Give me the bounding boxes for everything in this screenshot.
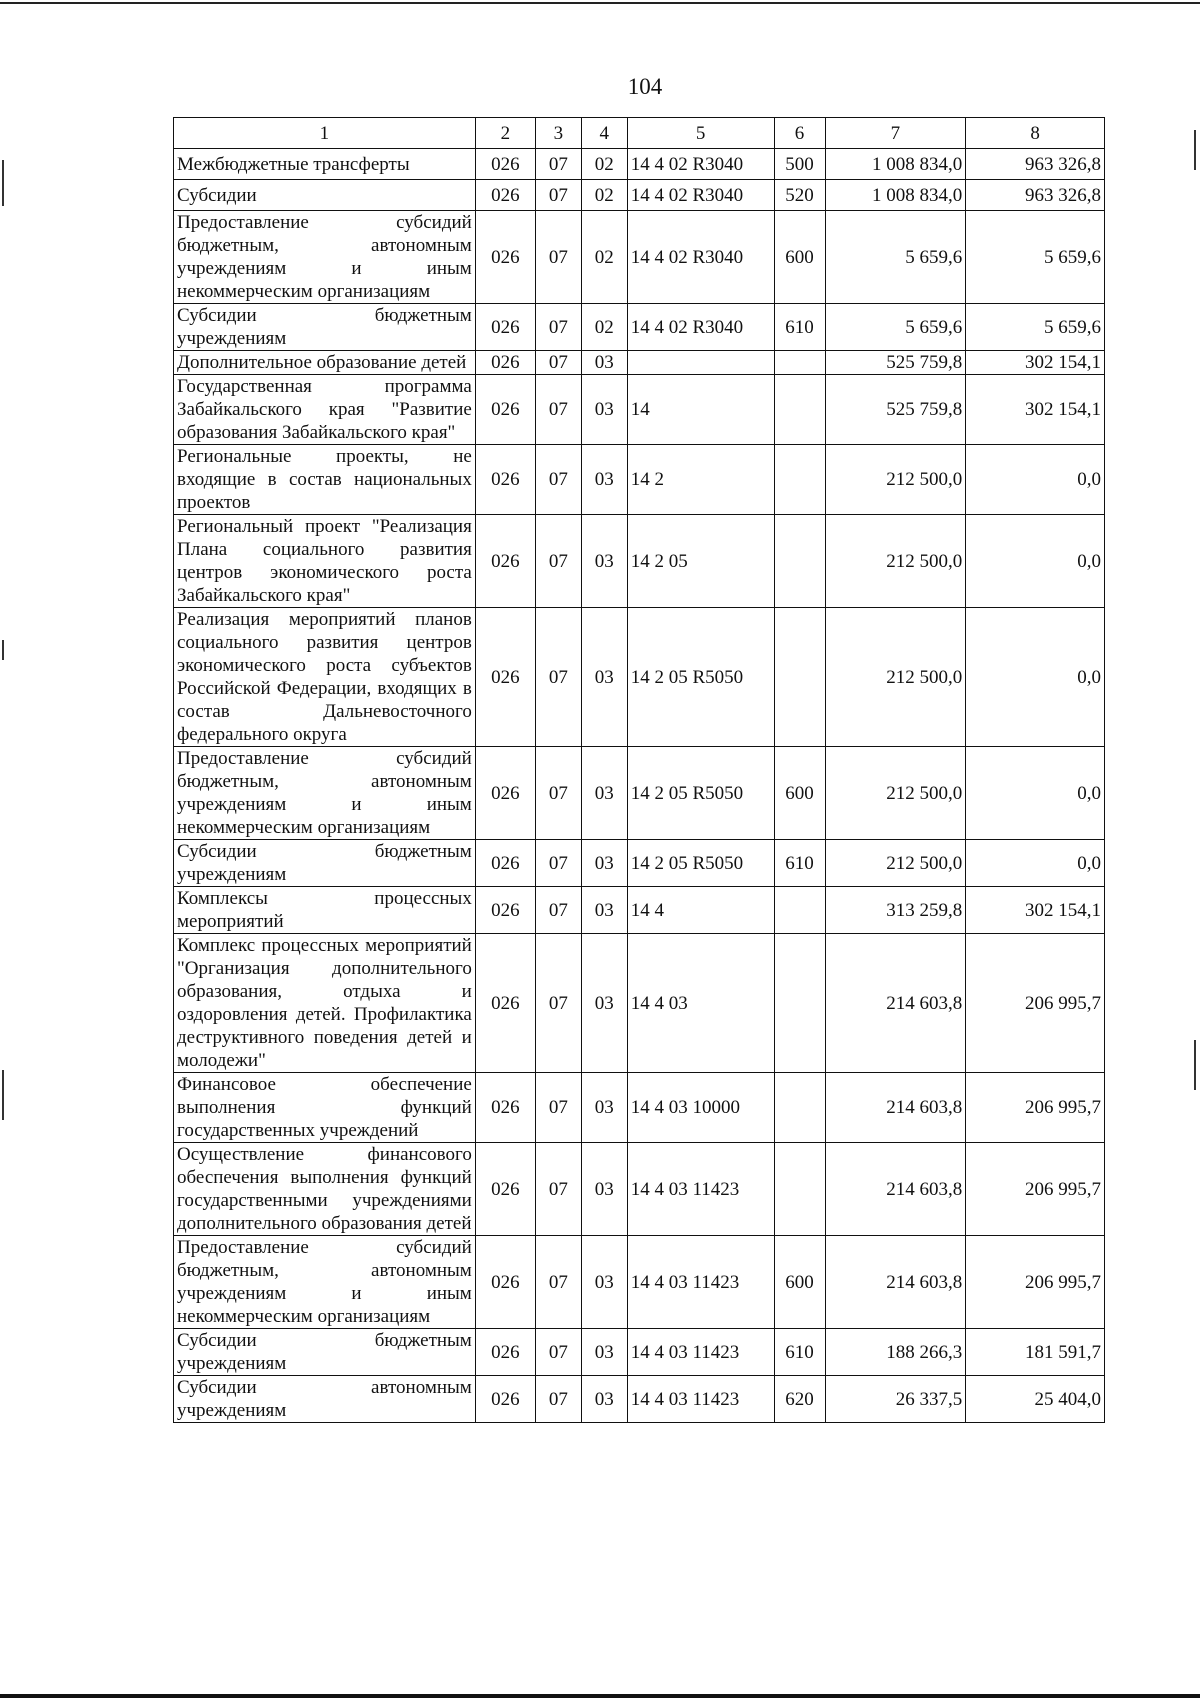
amount-first-year-cell: 212 500,0 (825, 445, 966, 515)
subsection-code-cell: 03 (581, 515, 627, 608)
row-name-cell: Осуществление финансового обеспечения выполнения функций государственными учреждениями дополнительного образования детей (174, 1143, 476, 1236)
subsection-code-cell: 03 (581, 934, 627, 1073)
section-code-cell: 07 (535, 445, 581, 515)
section-code-cell: 07 (535, 149, 581, 180)
subsection-code-cell: 03 (581, 445, 627, 515)
ved-code-cell: 026 (475, 211, 535, 304)
row-name-cell: Предоставление субсидий бюджетным, автономным учреждениям и иным некоммерческим организациям (174, 211, 476, 304)
section-code-cell: 07 (535, 304, 581, 351)
scan-mark-right-2 (1194, 1040, 1196, 1090)
row-name-cell: Субсидии бюджетным учреждениям (174, 304, 476, 351)
section-code-cell: 07 (535, 1073, 581, 1143)
expense-type-cell: 610 (774, 304, 825, 351)
expense-type-cell: 610 (774, 1329, 825, 1376)
section-code-cell: 07 (535, 375, 581, 445)
ved-code-cell: 026 (475, 180, 535, 211)
subsection-code-cell: 02 (581, 180, 627, 211)
ved-code-cell: 026 (475, 515, 535, 608)
row-name-cell: Предоставление субсидий бюджетным, автономным учреждениям и иным некоммерческим организациям (174, 747, 476, 840)
table-row (174, 180, 1105, 211)
expense-type-cell (774, 445, 825, 515)
ved-code-cell: 026 (475, 1376, 535, 1423)
subsection-code-cell: 03 (581, 840, 627, 887)
subsection-code-cell: 03 (581, 747, 627, 840)
row-name-cell: Государственная программа Забайкальского края "Развитие образования Забайкальского края" (174, 375, 476, 445)
amount-first-year-cell: 214 603,8 (825, 1143, 966, 1236)
column-header: 8 (966, 118, 1105, 149)
expense-type-cell: 520 (774, 180, 825, 211)
ved-code-cell: 026 (475, 1073, 535, 1143)
target-article-cell: 14 (627, 375, 774, 445)
ved-code-cell: 026 (475, 608, 535, 747)
row-name-cell: Комплекс процессных мероприятий "Организация дополнительного образования, отдыха и оздоровления детей. Профилактика деструктивного поведения детей и молодежи" (174, 934, 476, 1073)
row-name-cell: Комплексы процессных мероприятий (174, 887, 476, 934)
target-article-cell (627, 351, 774, 375)
amount-first-year-cell: 313 259,8 (825, 887, 966, 934)
scan-mark-left-1 (2, 160, 4, 206)
ved-code-cell: 026 (475, 1329, 535, 1376)
target-article-cell: 14 2 (627, 445, 774, 515)
expense-type-cell: 620 (774, 1376, 825, 1423)
amount-second-year-cell: 963 326,8 (966, 149, 1105, 180)
subsection-code-cell: 02 (581, 211, 627, 304)
section-code-cell: 07 (535, 180, 581, 211)
amount-second-year-cell: 5 659,6 (966, 304, 1105, 351)
target-article-cell: 14 4 03 10000 (627, 1073, 774, 1143)
table-row (174, 1143, 1105, 1236)
table-row (174, 351, 1105, 375)
section-code-cell: 07 (535, 211, 581, 304)
amount-first-year-cell: 1 008 834,0 (825, 180, 966, 211)
table-row (174, 887, 1105, 934)
ved-code-cell: 026 (475, 840, 535, 887)
amount-second-year-cell: 0,0 (966, 747, 1105, 840)
table-row (174, 608, 1105, 747)
scan-mark-right-1 (1194, 130, 1196, 170)
amount-second-year-cell: 302 154,1 (966, 351, 1105, 375)
table-row (174, 515, 1105, 608)
target-article-cell: 14 4 03 11423 (627, 1236, 774, 1329)
subsection-code-cell: 03 (581, 1073, 627, 1143)
target-article-cell: 14 2 05 R5050 (627, 608, 774, 747)
ved-code-cell: 026 (475, 375, 535, 445)
ved-code-cell: 026 (475, 149, 535, 180)
table-row (174, 445, 1105, 515)
table-row (174, 375, 1105, 445)
expense-type-cell (774, 375, 825, 445)
amount-second-year-cell: 0,0 (966, 445, 1105, 515)
expense-type-cell: 500 (774, 149, 825, 180)
section-code-cell: 07 (535, 887, 581, 934)
target-article-cell: 14 4 03 (627, 934, 774, 1073)
section-code-cell: 07 (535, 747, 581, 840)
subsection-code-cell: 03 (581, 1329, 627, 1376)
expense-type-cell (774, 1143, 825, 1236)
target-article-cell: 14 4 02 R3040 (627, 211, 774, 304)
ved-code-cell: 026 (475, 1143, 535, 1236)
amount-first-year-cell: 212 500,0 (825, 840, 966, 887)
target-article-cell: 14 4 03 11423 (627, 1329, 774, 1376)
table-row (174, 747, 1105, 840)
subsection-code-cell: 02 (581, 304, 627, 351)
target-article-cell: 14 4 02 R3040 (627, 149, 774, 180)
amount-first-year-cell: 5 659,6 (825, 304, 966, 351)
ved-code-cell: 026 (475, 1236, 535, 1329)
expense-type-cell (774, 515, 825, 608)
amount-first-year-cell: 26 337,5 (825, 1376, 966, 1423)
ved-code-cell: 026 (475, 304, 535, 351)
column-header: 2 (475, 118, 535, 149)
ved-code-cell: 026 (475, 747, 535, 840)
table-row (174, 1073, 1105, 1143)
subsection-code-cell: 03 (581, 1143, 627, 1236)
table-row (174, 1376, 1105, 1423)
column-header: 1 (174, 118, 476, 149)
subsection-code-cell: 02 (581, 149, 627, 180)
target-article-cell: 14 2 05 R5050 (627, 840, 774, 887)
amount-second-year-cell: 206 995,7 (966, 1073, 1105, 1143)
table-row (174, 211, 1105, 304)
amount-second-year-cell: 206 995,7 (966, 934, 1105, 1073)
table-header-row (174, 118, 1105, 149)
section-code-cell: 07 (535, 934, 581, 1073)
row-name-cell: Субсидии бюджетным учреждениям (174, 1329, 476, 1376)
expense-type-cell (774, 608, 825, 747)
row-name-cell: Субсидии бюджетным учреждениям (174, 840, 476, 887)
row-name-cell: Дополнительное образование детей (174, 351, 476, 375)
row-name-cell: Предоставление субсидий бюджетным, автономным учреждениям и иным некоммерческим организациям (174, 1236, 476, 1329)
subsection-code-cell: 03 (581, 375, 627, 445)
amount-first-year-cell: 214 603,8 (825, 1236, 966, 1329)
table-row (174, 1236, 1105, 1329)
amount-second-year-cell: 302 154,1 (966, 375, 1105, 445)
page-number: 104 (627, 74, 663, 99)
subsection-code-cell: 03 (581, 1236, 627, 1329)
row-name-cell: Реализация мероприятий планов социального развития центров экономического роста субъектов Российской Федерации, входящих в состав Дальневосточного федерального округа (174, 608, 476, 747)
table-row (174, 304, 1105, 351)
ved-code-cell: 026 (475, 351, 535, 375)
subsection-code-cell: 03 (581, 1376, 627, 1423)
section-code-cell: 07 (535, 515, 581, 608)
amount-first-year-cell: 214 603,8 (825, 934, 966, 1073)
ved-code-cell: 026 (475, 445, 535, 515)
amount-second-year-cell: 0,0 (966, 840, 1105, 887)
target-article-cell: 14 4 03 11423 (627, 1376, 774, 1423)
column-header: 7 (825, 118, 966, 149)
amount-first-year-cell: 212 500,0 (825, 608, 966, 747)
column-header: 5 (627, 118, 774, 149)
expense-type-cell: 600 (774, 747, 825, 840)
expense-type-cell (774, 1073, 825, 1143)
expense-type-cell (774, 351, 825, 375)
amount-second-year-cell: 181 591,7 (966, 1329, 1105, 1376)
amount-second-year-cell: 0,0 (966, 608, 1105, 747)
section-code-cell: 07 (535, 840, 581, 887)
row-name-cell: Региональные проекты, не входящие в состав национальных проектов (174, 445, 476, 515)
scan-mark-left-3 (2, 1070, 4, 1120)
table-row (174, 840, 1105, 887)
row-name-cell: Межбюджетные трансферты (174, 149, 476, 180)
column-header: 3 (535, 118, 581, 149)
amount-first-year-cell: 214 603,8 (825, 1073, 966, 1143)
section-code-cell: 07 (535, 1329, 581, 1376)
amount-first-year-cell: 1 008 834,0 (825, 149, 966, 180)
row-name-cell: Финансовое обеспечение выполнения функций государственных учреждений (174, 1073, 476, 1143)
target-article-cell: 14 4 02 R3040 (627, 180, 774, 211)
target-article-cell: 14 2 05 (627, 515, 774, 608)
scan-border-top (0, 2, 1200, 4)
ved-code-cell: 026 (475, 934, 535, 1073)
scan-border-bottom (0, 1694, 1200, 1698)
amount-first-year-cell: 525 759,8 (825, 351, 966, 375)
row-name-cell: Субсидии автономным учреждениям (174, 1376, 476, 1423)
amount-first-year-cell: 212 500,0 (825, 747, 966, 840)
table-body (174, 149, 1105, 1423)
expense-type-cell (774, 934, 825, 1073)
target-article-cell: 14 4 03 11423 (627, 1143, 774, 1236)
row-name-cell: Региональный проект "Реализация Плана социального развития центров экономического роста Забайкальского края" (174, 515, 476, 608)
expense-type-cell: 600 (774, 211, 825, 304)
amount-second-year-cell: 963 326,8 (966, 180, 1105, 211)
section-code-cell: 07 (535, 1236, 581, 1329)
amount-second-year-cell: 5 659,6 (966, 211, 1105, 304)
amount-second-year-cell: 206 995,7 (966, 1143, 1105, 1236)
budget-table (173, 117, 1105, 1423)
amount-second-year-cell: 206 995,7 (966, 1236, 1105, 1329)
ved-code-cell: 026 (475, 887, 535, 934)
expense-type-cell (774, 887, 825, 934)
subsection-code-cell: 03 (581, 887, 627, 934)
amount-second-year-cell: 302 154,1 (966, 887, 1105, 934)
scan-mark-left-2 (2, 640, 4, 660)
column-header: 6 (774, 118, 825, 149)
amount-first-year-cell: 212 500,0 (825, 515, 966, 608)
target-article-cell: 14 2 05 R5050 (627, 747, 774, 840)
section-code-cell: 07 (535, 351, 581, 375)
section-code-cell: 07 (535, 1143, 581, 1236)
section-code-cell: 07 (535, 608, 581, 747)
amount-second-year-cell: 0,0 (966, 515, 1105, 608)
target-article-cell: 14 4 02 R3040 (627, 304, 774, 351)
table-row (174, 934, 1105, 1073)
amount-first-year-cell: 5 659,6 (825, 211, 966, 304)
section-code-cell: 07 (535, 1376, 581, 1423)
expense-type-cell: 610 (774, 840, 825, 887)
row-name-cell: Субсидии (174, 180, 476, 211)
subsection-code-cell: 03 (581, 608, 627, 747)
target-article-cell: 14 4 (627, 887, 774, 934)
expense-type-cell: 600 (774, 1236, 825, 1329)
table-row (174, 1329, 1105, 1376)
column-header: 4 (581, 118, 627, 149)
amount-second-year-cell: 25 404,0 (966, 1376, 1105, 1423)
table-row (174, 149, 1105, 180)
amount-first-year-cell: 188 266,3 (825, 1329, 966, 1376)
amount-first-year-cell: 525 759,8 (825, 375, 966, 445)
subsection-code-cell: 03 (581, 351, 627, 375)
